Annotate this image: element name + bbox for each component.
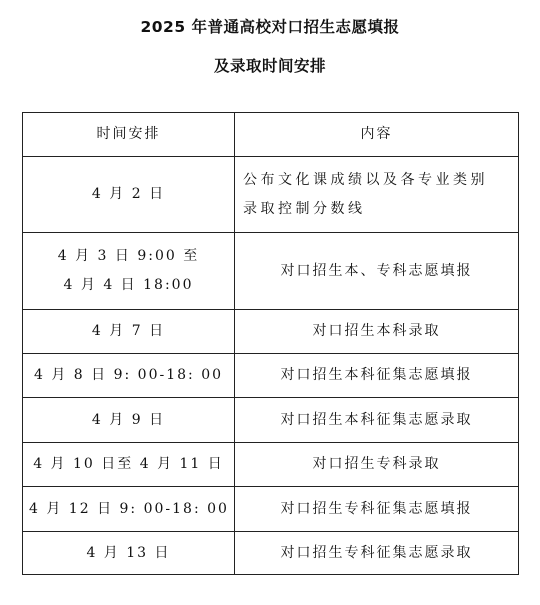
content-text: 对口招生本科录取: [312, 323, 441, 339]
time-text: 4 月 4 日 18:00: [63, 277, 194, 293]
content-text: 对口招生专科征集志愿填报: [280, 500, 473, 517]
table-row: [23, 233, 519, 310]
schedule-table: [22, 112, 519, 575]
content-cell: [235, 157, 519, 233]
content-cell: [235, 532, 519, 575]
content-text: 对口招生专科录取: [312, 456, 441, 472]
time-cell: [23, 157, 235, 233]
content-cell: [235, 310, 519, 354]
table-row: [23, 398, 519, 443]
document-subtitle: 及录取时间安排: [213, 57, 326, 75]
time-text: 4 月 3 日 9:00 至: [57, 248, 200, 264]
content-cell: [235, 487, 519, 532]
content-cell: [235, 398, 519, 443]
table-row: [23, 487, 519, 532]
time-text: 4 月 12 日 9: 00-18: 00: [29, 500, 229, 517]
time-cell: [23, 233, 235, 310]
time-cell: [23, 354, 235, 398]
time-cell: [23, 398, 235, 443]
table-row: [23, 443, 519, 487]
content-text: 对口招生本科征集志愿录取: [280, 411, 473, 428]
table-row: [23, 157, 519, 233]
time-text: 4 月 9 日: [91, 411, 166, 428]
content-text: 对口招生本、专科志愿填报: [280, 262, 473, 279]
time-text: 4 月 2 日: [91, 186, 166, 202]
document-title: 2025 年普通高校对口招生志愿填报: [140, 18, 400, 36]
time-cell: [23, 310, 235, 354]
header-time: 时间安排: [23, 113, 235, 157]
content-cell: [235, 443, 519, 487]
table-row: [23, 354, 519, 398]
time-text: 4 月 13 日: [86, 544, 171, 561]
time-cell: [23, 487, 235, 532]
table-row: [23, 310, 519, 354]
time-text: 4 月 10 日至 4 月 11 日: [33, 456, 224, 472]
time-text: 4 月 8 日 9: 00-18: 00: [33, 367, 224, 383]
time-cell: [23, 532, 235, 575]
content-text: 对口招生专科征集志愿录取: [280, 544, 473, 561]
content-text: 公布文化课成绩以及各专业类别: [243, 171, 488, 188]
header-content: 内容: [235, 113, 519, 157]
table-row: [23, 532, 519, 575]
time-cell: [23, 443, 235, 487]
content-text: 对口招生本科征集志愿填报: [280, 367, 473, 383]
table-header-row: [23, 113, 519, 157]
time-text: 4 月 7 日: [91, 323, 166, 339]
content-cell: [235, 233, 519, 310]
content-text: 录取控制分数线: [243, 200, 366, 217]
content-cell: [235, 354, 519, 398]
